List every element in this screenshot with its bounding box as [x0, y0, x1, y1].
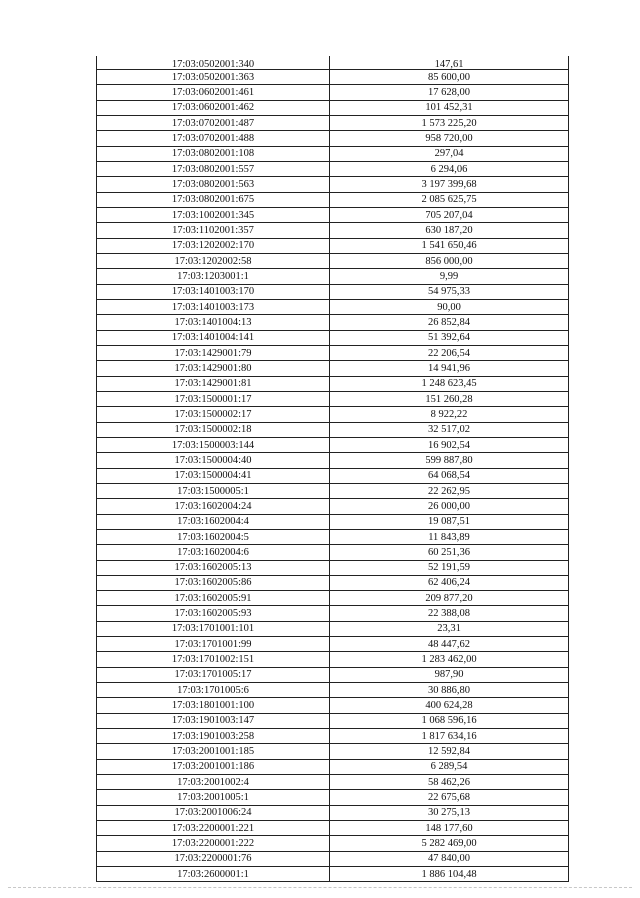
cadastral-number: 17:03:0802001:563 — [171, 178, 255, 190]
cadastral-number-cell — [97, 253, 330, 268]
cadastral-value: 987,90 — [434, 669, 464, 681]
cadastral-value: 26 852,84 — [428, 316, 470, 328]
cadastral-number: 17:03:0702001:487 — [171, 117, 255, 129]
cadastral-value: 22 262,95 — [428, 485, 470, 497]
cadastral-number: 17:03:1500004:41 — [174, 470, 252, 482]
cadastral-number: 17:03:2200001:222 — [171, 838, 255, 850]
value-cell — [330, 361, 569, 376]
cadastral-value: 26 000,00 — [428, 500, 470, 512]
cadastral-value: 22 388,08 — [428, 608, 470, 620]
cadastral-number-cell — [97, 821, 330, 836]
cadastral-value: 3 197 399,68 — [421, 178, 477, 190]
table-row — [97, 437, 569, 452]
cadastral-number: 17:03:1801001:100 — [171, 700, 255, 712]
value-cell — [330, 376, 569, 391]
cadastral-number-cell — [97, 376, 330, 391]
cadastral-number-cell — [97, 100, 330, 115]
cadastral-value: 856 000,00 — [425, 255, 473, 267]
cadastral-number: 17:03:2001006:24 — [174, 807, 252, 819]
table-row — [97, 698, 569, 713]
value-cell — [330, 453, 569, 468]
cadastral-value-table — [96, 56, 569, 882]
cadastral-value: 60 251,36 — [428, 546, 470, 558]
value-cell — [330, 315, 569, 330]
cadastral-value: 51 392,64 — [428, 332, 470, 344]
value-cell — [330, 759, 569, 774]
table-row — [97, 713, 569, 728]
cadastral-value: 17 628,00 — [428, 86, 470, 98]
cadastral-number-cell — [97, 514, 330, 529]
value-cell — [330, 115, 569, 130]
value-cell — [330, 483, 569, 498]
cadastral-number-cell — [97, 207, 330, 222]
cadastral-number: 17:03:1602004:24 — [174, 500, 252, 512]
cadastral-value: 16 902,54 — [428, 439, 470, 451]
value-cell — [330, 560, 569, 575]
cadastral-number-cell — [97, 499, 330, 514]
value-cell — [330, 468, 569, 483]
cadastral-value: 6 289,54 — [430, 761, 468, 773]
table-row — [97, 606, 569, 621]
cadastral-number-cell — [97, 284, 330, 299]
value-cell — [330, 637, 569, 652]
cadastral-number-cell — [97, 56, 330, 70]
cadastral-number: 17:03:0802001:557 — [171, 163, 255, 175]
cadastral-number: 17:03:1602004:5 — [177, 531, 249, 543]
cadastral-number-cell — [97, 744, 330, 759]
value-cell — [330, 56, 569, 70]
value-cell — [330, 284, 569, 299]
value-cell — [330, 207, 569, 222]
cadastral-number-cell — [97, 269, 330, 284]
value-cell — [330, 70, 569, 85]
cadastral-number: 17:03:1901003:147 — [171, 715, 255, 727]
cadastral-number: 17:03:1202002:170 — [171, 240, 255, 252]
cadastral-number: 17:03:1401004:141 — [171, 332, 255, 344]
cadastral-number-cell — [97, 575, 330, 590]
cadastral-number-cell — [97, 867, 330, 882]
table-row — [97, 161, 569, 176]
value-cell — [330, 821, 569, 836]
cadastral-number: 17:03:1429001:79 — [174, 347, 252, 359]
cadastral-value: 54 975,33 — [428, 286, 470, 298]
value-cell — [330, 606, 569, 621]
table-row — [97, 545, 569, 560]
cadastral-number: 17:03:1602005:93 — [174, 608, 252, 620]
cadastral-value: 8 922,22 — [430, 408, 468, 420]
cadastral-number: 17:03:1701002:151 — [171, 654, 255, 666]
cadastral-value: 1 541 650,46 — [421, 240, 477, 252]
table-row — [97, 100, 569, 115]
cadastral-number: 17:03:1602004:4 — [177, 516, 249, 528]
cadastral-number-cell — [97, 591, 330, 606]
cadastral-number-cell — [97, 698, 330, 713]
value-cell — [330, 529, 569, 544]
value-cell — [330, 161, 569, 176]
cadastral-number-cell — [97, 453, 330, 468]
cadastral-number-cell — [97, 422, 330, 437]
cadastral-number: 17:03:1602004:6 — [177, 546, 249, 558]
cadastral-number-cell — [97, 621, 330, 636]
table-row — [97, 667, 569, 682]
table-row — [97, 361, 569, 376]
cadastral-number-cell — [97, 177, 330, 192]
cadastral-number: 17:03:1401003:170 — [171, 286, 255, 298]
cadastral-number-cell — [97, 851, 330, 866]
cadastral-number-cell — [97, 330, 330, 345]
table-row — [97, 407, 569, 422]
cadastral-value: 1 283 462,00 — [421, 654, 477, 666]
value-cell — [330, 223, 569, 238]
table-row — [97, 468, 569, 483]
cadastral-value: 14 941,96 — [428, 362, 470, 374]
cadastral-number: 17:03:1701005:17 — [174, 669, 252, 681]
table-row — [97, 775, 569, 790]
cadastral-number: 17:03:1500001:17 — [174, 393, 252, 405]
cadastral-number-cell — [97, 545, 330, 560]
cadastral-number: 17:03:0702001:488 — [171, 132, 255, 144]
cadastral-number: 17:03:0602001:462 — [171, 102, 255, 114]
table-row — [97, 759, 569, 774]
cadastral-number-cell — [97, 70, 330, 85]
table-row — [97, 729, 569, 744]
table-row — [97, 821, 569, 836]
table-row — [97, 560, 569, 575]
table-row — [97, 422, 569, 437]
cadastral-number-cell — [97, 238, 330, 253]
table-row — [97, 391, 569, 406]
cadastral-value: 64 068,54 — [428, 470, 470, 482]
cadastral-value: 630 187,20 — [425, 224, 473, 236]
table-row — [97, 683, 569, 698]
cadastral-number: 17:03:1401003:173 — [171, 301, 255, 313]
table-row — [97, 851, 569, 866]
cadastral-number: 17:03:2200001:221 — [171, 822, 255, 834]
value-cell — [330, 836, 569, 851]
table-row — [97, 207, 569, 222]
cadastral-number: 17:03:0502001:363 — [171, 71, 255, 83]
value-cell — [330, 407, 569, 422]
value-cell — [330, 345, 569, 360]
table-row — [97, 284, 569, 299]
table-row — [97, 376, 569, 391]
cadastral-value: 12 592,84 — [428, 746, 470, 758]
cadastral-value: 1 248 623,45 — [421, 378, 477, 390]
value-cell — [330, 683, 569, 698]
cadastral-value: 58 462,26 — [428, 776, 470, 788]
cadastral-number: 17:03:1429001:80 — [174, 362, 252, 374]
value-cell — [330, 621, 569, 636]
table-row — [97, 836, 569, 851]
cadastral-value: 6 294,06 — [430, 163, 468, 175]
cadastral-value: 5 282 469,00 — [421, 838, 477, 850]
cadastral-number: 17:03:1102001:357 — [172, 224, 254, 236]
table-row — [97, 299, 569, 314]
cadastral-number: 17:03:0602001:461 — [171, 86, 255, 98]
table-row — [97, 805, 569, 820]
cadastral-number-cell — [97, 759, 330, 774]
cadastral-value: 400 624,28 — [425, 700, 473, 712]
cadastral-value: 62 406,24 — [428, 577, 470, 589]
table-row — [97, 514, 569, 529]
cadastral-number: 17:03:2600001:1 — [177, 868, 249, 880]
table-row — [97, 499, 569, 514]
table-row — [97, 744, 569, 759]
value-cell — [330, 100, 569, 115]
value-cell — [330, 499, 569, 514]
cadastral-number: 17:03:1203001:1 — [177, 270, 249, 282]
cadastral-number-cell — [97, 483, 330, 498]
cadastral-number-cell — [97, 790, 330, 805]
cadastral-number: 17:03:1701001:99 — [174, 638, 252, 650]
value-cell — [330, 192, 569, 207]
cadastral-number-cell — [97, 667, 330, 682]
cadastral-value: 705 207,04 — [425, 209, 473, 221]
value-cell — [330, 652, 569, 667]
cadastral-number: 17:03:0502001:340 — [171, 59, 255, 70]
cadastral-number-cell — [97, 729, 330, 744]
cadastral-value: 9,99 — [439, 270, 459, 282]
cadastral-number: 17:03:1701005:6 — [177, 684, 249, 696]
table-row — [97, 70, 569, 85]
cadastral-value: 90,00 — [437, 301, 461, 313]
cadastral-value: 30 886,80 — [428, 684, 470, 696]
cadastral-number: 17:03:1602005:13 — [174, 562, 252, 574]
cadastral-number-cell — [97, 315, 330, 330]
table-row — [97, 146, 569, 161]
cadastral-value: 32 517,02 — [428, 424, 470, 436]
value-cell — [330, 667, 569, 682]
value-cell — [330, 729, 569, 744]
value-cell — [330, 177, 569, 192]
cadastral-value: 297,04 — [434, 148, 464, 160]
cadastral-number-cell — [97, 131, 330, 146]
cadastral-number-cell — [97, 192, 330, 207]
value-cell — [330, 713, 569, 728]
value-cell — [330, 698, 569, 713]
table-row — [97, 115, 569, 130]
table-row — [97, 621, 569, 636]
cadastral-value: 151 260,28 — [425, 393, 473, 405]
table-row — [97, 575, 569, 590]
table-row — [97, 652, 569, 667]
table-row — [97, 591, 569, 606]
table-row — [97, 223, 569, 238]
value-cell — [330, 545, 569, 560]
cadastral-number: 17:03:1901003:258 — [171, 730, 255, 742]
cadastral-number-cell — [97, 299, 330, 314]
cadastral-number-cell — [97, 468, 330, 483]
cadastral-value: 101 452,31 — [425, 102, 473, 114]
table-row — [97, 345, 569, 360]
table-row — [97, 483, 569, 498]
cadastral-value: 209 877,20 — [425, 592, 473, 604]
value-cell — [330, 437, 569, 452]
table-row — [97, 453, 569, 468]
cadastral-number: 17:03:2001001:185 — [171, 746, 255, 758]
cadastral-number: 17:03:1429001:81 — [174, 378, 252, 390]
cadastral-number-cell — [97, 637, 330, 652]
cadastral-value: 11 843,89 — [428, 531, 470, 543]
value-cell — [330, 253, 569, 268]
cadastral-number-cell — [97, 775, 330, 790]
cadastral-number-cell — [97, 85, 330, 100]
cadastral-number-cell — [97, 146, 330, 161]
cadastral-number: 17:03:1002001:345 — [171, 209, 255, 221]
cadastral-number-cell — [97, 652, 330, 667]
cadastral-number-cell — [97, 437, 330, 452]
cadastral-number: 17:03:2200001:76 — [174, 853, 252, 865]
table-row — [97, 790, 569, 805]
cadastral-number-cell — [97, 683, 330, 698]
value-cell — [330, 575, 569, 590]
table-row — [97, 637, 569, 652]
table-row — [97, 85, 569, 100]
cadastral-number: 17:03:1701001:101 — [171, 623, 255, 635]
cadastral-value: 85 600,00 — [428, 71, 470, 83]
value-cell — [330, 805, 569, 820]
cadastral-value: 22 206,54 — [428, 347, 470, 359]
cadastral-value: 52 191,59 — [428, 562, 470, 574]
cadastral-number-cell — [97, 529, 330, 544]
cadastral-number: 17:03:2001002:4 — [177, 776, 249, 788]
cadastral-number: 17:03:2001005:1 — [177, 792, 249, 804]
cadastral-number-cell — [97, 560, 330, 575]
cadastral-number: 17:03:1500004:40 — [174, 454, 252, 466]
cadastral-value: 1 886 104,48 — [421, 868, 477, 880]
cadastral-value: 2 085 625,75 — [421, 194, 477, 206]
value-cell — [330, 591, 569, 606]
cadastral-value: 148 177,60 — [425, 822, 473, 834]
cadastral-value: 19 087,51 — [428, 516, 470, 528]
cadastral-value: 22 675,68 — [428, 792, 470, 804]
cadastral-value: 48 447,62 — [428, 638, 470, 650]
table-row — [97, 131, 569, 146]
cadastral-number-cell — [97, 836, 330, 851]
table-row — [97, 269, 569, 284]
value-cell — [330, 514, 569, 529]
value-cell — [330, 851, 569, 866]
cadastral-number: 17:03:1500002:17 — [174, 408, 252, 420]
value-cell — [330, 85, 569, 100]
cadastral-number-cell — [97, 805, 330, 820]
cadastral-number: 17:03:1602005:91 — [174, 592, 252, 604]
table-row — [97, 177, 569, 192]
cadastral-number-cell — [97, 713, 330, 728]
cadastral-number-cell — [97, 223, 330, 238]
table-row — [97, 238, 569, 253]
cadastral-number-cell — [97, 407, 330, 422]
cadastral-value: 1 817 634,16 — [421, 730, 477, 742]
table-row — [97, 529, 569, 544]
table-body — [97, 56, 569, 882]
table-row — [97, 867, 569, 882]
value-cell — [330, 391, 569, 406]
cadastral-number: 17:03:2001001:186 — [171, 761, 255, 773]
cadastral-number: 17:03:0802001:675 — [171, 194, 255, 206]
value-cell — [330, 131, 569, 146]
cadastral-number-cell — [97, 391, 330, 406]
cadastral-number: 17:03:1401004:13 — [174, 316, 252, 328]
cadastral-number-cell — [97, 115, 330, 130]
value-cell — [330, 330, 569, 345]
value-cell — [330, 422, 569, 437]
cadastral-value: 147,61 — [434, 59, 464, 70]
cadastral-number-cell — [97, 606, 330, 621]
table-row — [97, 315, 569, 330]
table-row — [97, 56, 569, 70]
value-cell — [330, 269, 569, 284]
page-bottom-divider — [8, 887, 632, 888]
cadastral-number-cell — [97, 361, 330, 376]
value-cell — [330, 238, 569, 253]
cadastral-value: 958 720,00 — [425, 132, 473, 144]
cadastral-value: 1 573 225,20 — [421, 117, 477, 129]
cadastral-number: 17:03:1602005:86 — [174, 577, 252, 589]
cadastral-value: 47 840,00 — [428, 853, 470, 865]
cadastral-number: 17:03:1202002:58 — [174, 255, 252, 267]
table-row — [97, 192, 569, 207]
value-cell — [330, 146, 569, 161]
value-cell — [330, 744, 569, 759]
cadastral-number: 17:03:1500003:144 — [171, 439, 255, 451]
table-row — [97, 253, 569, 268]
cadastral-value: 599 887,80 — [425, 454, 473, 466]
cadastral-number: 17:03:0802001:108 — [171, 148, 255, 160]
value-cell — [330, 790, 569, 805]
cadastral-value: 30 275,13 — [428, 807, 470, 819]
cadastral-value: 23,31 — [437, 623, 461, 635]
table-row — [97, 330, 569, 345]
cadastral-number-cell — [97, 345, 330, 360]
value-cell — [330, 299, 569, 314]
value-cell — [330, 775, 569, 790]
cadastral-number-cell — [97, 161, 330, 176]
value-cell — [330, 867, 569, 882]
cadastral-value: 1 068 596,16 — [421, 715, 477, 727]
cadastral-number: 17:03:1500005:1 — [177, 485, 249, 497]
cadastral-number: 17:03:1500002:18 — [174, 424, 252, 436]
